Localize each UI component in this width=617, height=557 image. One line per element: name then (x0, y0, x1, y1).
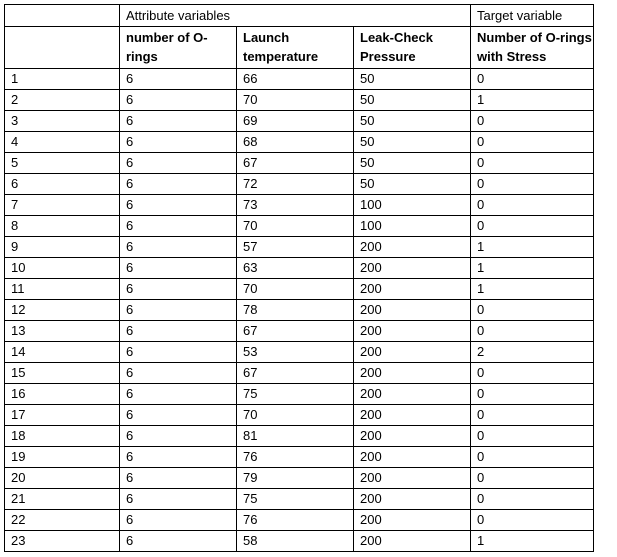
orings-with-stress-cell: 0 (471, 489, 594, 510)
table-row (5, 174, 594, 195)
column-header-orings-with-stress: Number of O-rings with Stress (471, 27, 594, 69)
target-variable-header: Target variable (471, 5, 594, 27)
orings-with-stress-cell: 0 (471, 405, 594, 426)
number-of-orings-cell: 6 (120, 384, 237, 405)
table-row (5, 132, 594, 153)
launch-temperature-cell: 81 (237, 426, 354, 447)
orings-with-stress-cell: 2 (471, 342, 594, 363)
blank-corner-cell (5, 5, 120, 27)
row-index-cell: 18 (5, 426, 120, 447)
number-of-orings-cell: 6 (120, 216, 237, 237)
row-index-cell: 12 (5, 300, 120, 321)
row-index-cell: 7 (5, 195, 120, 216)
table-row (5, 279, 594, 300)
leak-check-pressure-cell: 100 (354, 216, 471, 237)
leak-check-pressure-cell: 200 (354, 489, 471, 510)
row-index-cell: 3 (5, 111, 120, 132)
orings-with-stress-cell: 0 (471, 447, 594, 468)
table-row (5, 258, 594, 279)
orings-with-stress-cell: 0 (471, 384, 594, 405)
leak-check-pressure-cell: 200 (354, 405, 471, 426)
leak-check-pressure-cell: 100 (354, 195, 471, 216)
launch-temperature-cell: 78 (237, 300, 354, 321)
row-index-cell: 5 (5, 153, 120, 174)
leak-check-pressure-cell: 200 (354, 342, 471, 363)
launch-temperature-cell: 70 (237, 405, 354, 426)
launch-temperature-cell: 66 (237, 69, 354, 90)
number-of-orings-cell: 6 (120, 489, 237, 510)
table-row (5, 153, 594, 174)
table-row (5, 405, 594, 426)
table-row (5, 300, 594, 321)
row-index-cell: 15 (5, 363, 120, 384)
number-of-orings-cell: 6 (120, 300, 237, 321)
table-row (5, 237, 594, 258)
launch-temperature-cell: 58 (237, 531, 354, 552)
launch-temperature-cell: 70 (237, 216, 354, 237)
number-of-orings-cell: 6 (120, 279, 237, 300)
row-index-cell: 2 (5, 90, 120, 111)
table-row (5, 342, 594, 363)
table-row (5, 447, 594, 468)
launch-temperature-cell: 67 (237, 363, 354, 384)
launch-temperature-cell: 57 (237, 237, 354, 258)
orings-with-stress-cell: 0 (471, 468, 594, 489)
number-of-orings-cell: 6 (120, 447, 237, 468)
number-of-orings-cell: 6 (120, 258, 237, 279)
oring-data-table (4, 4, 594, 552)
launch-temperature-cell: 79 (237, 468, 354, 489)
launch-temperature-cell: 67 (237, 321, 354, 342)
column-header-row (5, 27, 594, 69)
leak-check-pressure-cell: 50 (354, 174, 471, 195)
number-of-orings-cell: 6 (120, 69, 237, 90)
column-header-index (5, 27, 120, 69)
orings-with-stress-cell: 0 (471, 321, 594, 342)
table-row (5, 489, 594, 510)
orings-with-stress-cell: 0 (471, 426, 594, 447)
row-index-cell: 11 (5, 279, 120, 300)
launch-temperature-cell: 72 (237, 174, 354, 195)
row-index-cell: 6 (5, 174, 120, 195)
leak-check-pressure-cell: 200 (354, 447, 471, 468)
row-index-cell: 8 (5, 216, 120, 237)
launch-temperature-cell: 53 (237, 342, 354, 363)
table-row (5, 468, 594, 489)
number-of-orings-cell: 6 (120, 90, 237, 111)
table-row (5, 531, 594, 552)
orings-with-stress-cell: 1 (471, 279, 594, 300)
orings-with-stress-cell: 1 (471, 90, 594, 111)
row-index-cell: 21 (5, 489, 120, 510)
number-of-orings-cell: 6 (120, 321, 237, 342)
row-index-cell: 20 (5, 468, 120, 489)
number-of-orings-cell: 6 (120, 132, 237, 153)
launch-temperature-cell: 73 (237, 195, 354, 216)
table-row (5, 321, 594, 342)
table-row (5, 90, 594, 111)
attribute-variables-header: Attribute variables (120, 5, 471, 27)
table-row (5, 69, 594, 90)
row-index-cell: 23 (5, 531, 120, 552)
orings-with-stress-cell: 1 (471, 237, 594, 258)
row-index-cell: 19 (5, 447, 120, 468)
leak-check-pressure-cell: 200 (354, 468, 471, 489)
orings-with-stress-cell: 0 (471, 195, 594, 216)
number-of-orings-cell: 6 (120, 405, 237, 426)
row-index-cell: 22 (5, 510, 120, 531)
orings-with-stress-cell: 0 (471, 300, 594, 321)
launch-temperature-cell: 63 (237, 258, 354, 279)
leak-check-pressure-cell: 200 (354, 279, 471, 300)
leak-check-pressure-cell: 50 (354, 132, 471, 153)
launch-temperature-cell: 76 (237, 447, 354, 468)
group-header-row (5, 5, 594, 27)
table-row (5, 426, 594, 447)
number-of-orings-cell: 6 (120, 174, 237, 195)
leak-check-pressure-cell: 200 (354, 384, 471, 405)
launch-temperature-cell: 67 (237, 153, 354, 174)
table-row (5, 195, 594, 216)
table-row (5, 384, 594, 405)
orings-with-stress-cell: 0 (471, 69, 594, 90)
column-header-launch-temperature: Launch temperature (237, 27, 354, 69)
row-index-cell: 17 (5, 405, 120, 426)
row-index-cell: 10 (5, 258, 120, 279)
leak-check-pressure-cell: 200 (354, 300, 471, 321)
launch-temperature-cell: 69 (237, 111, 354, 132)
leak-check-pressure-cell: 200 (354, 321, 471, 342)
orings-with-stress-cell: 1 (471, 531, 594, 552)
number-of-orings-cell: 6 (120, 237, 237, 258)
orings-with-stress-cell: 0 (471, 216, 594, 237)
column-header-leak-check-pressure: Leak-Check Pressure (354, 27, 471, 69)
orings-with-stress-cell: 0 (471, 174, 594, 195)
number-of-orings-cell: 6 (120, 195, 237, 216)
row-index-cell: 9 (5, 237, 120, 258)
table-body (5, 69, 594, 552)
row-index-cell: 4 (5, 132, 120, 153)
launch-temperature-cell: 68 (237, 132, 354, 153)
number-of-orings-cell: 6 (120, 363, 237, 384)
number-of-orings-cell: 6 (120, 510, 237, 531)
leak-check-pressure-cell: 50 (354, 153, 471, 174)
column-header-number-of-orings: number of O-rings (120, 27, 237, 69)
row-index-cell: 14 (5, 342, 120, 363)
table-row (5, 510, 594, 531)
leak-check-pressure-cell: 200 (354, 426, 471, 447)
leak-check-pressure-cell: 50 (354, 90, 471, 111)
leak-check-pressure-cell: 200 (354, 510, 471, 531)
orings-with-stress-cell: 0 (471, 153, 594, 174)
launch-temperature-cell: 75 (237, 489, 354, 510)
table-row (5, 216, 594, 237)
orings-with-stress-cell: 0 (471, 363, 594, 384)
number-of-orings-cell: 6 (120, 153, 237, 174)
number-of-orings-cell: 6 (120, 531, 237, 552)
orings-with-stress-cell: 1 (471, 258, 594, 279)
row-index-cell: 16 (5, 384, 120, 405)
leak-check-pressure-cell: 200 (354, 258, 471, 279)
leak-check-pressure-cell: 200 (354, 237, 471, 258)
leak-check-pressure-cell: 50 (354, 111, 471, 132)
leak-check-pressure-cell: 200 (354, 363, 471, 384)
launch-temperature-cell: 75 (237, 384, 354, 405)
orings-with-stress-cell: 0 (471, 111, 594, 132)
table-row (5, 111, 594, 132)
launch-temperature-cell: 76 (237, 510, 354, 531)
number-of-orings-cell: 6 (120, 111, 237, 132)
number-of-orings-cell: 6 (120, 342, 237, 363)
row-index-cell: 1 (5, 69, 120, 90)
number-of-orings-cell: 6 (120, 468, 237, 489)
leak-check-pressure-cell: 200 (354, 531, 471, 552)
leak-check-pressure-cell: 50 (354, 69, 471, 90)
orings-with-stress-cell: 0 (471, 132, 594, 153)
table-row (5, 363, 594, 384)
launch-temperature-cell: 70 (237, 90, 354, 111)
number-of-orings-cell: 6 (120, 426, 237, 447)
row-index-cell: 13 (5, 321, 120, 342)
launch-temperature-cell: 70 (237, 279, 354, 300)
orings-with-stress-cell: 0 (471, 510, 594, 531)
